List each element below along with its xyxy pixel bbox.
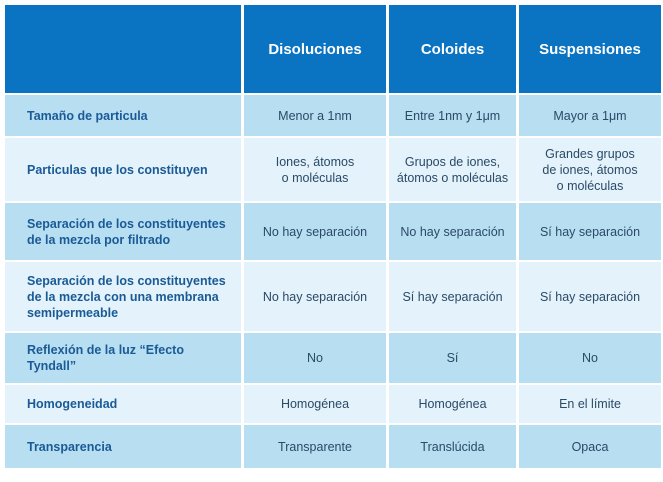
row-label: Tamaño de particula (5, 95, 241, 136)
table-cell: Sí hay separación (389, 262, 516, 331)
table-cell: En el límite (519, 385, 661, 423)
table-cell: No hay separación (244, 262, 386, 331)
table-cell: Opaca (519, 425, 661, 468)
table-cell: No (244, 333, 386, 383)
table-cell: Homogénea (389, 385, 516, 423)
table-cell: Iones, átomos o moléculas (244, 138, 386, 201)
row-label: Reflexión de la luz “Efecto Tyndall” (5, 333, 241, 383)
row-label: Separación de los constituyentes de la mezcla con una membrana semipermeable (5, 262, 241, 331)
table-cell: Sí hay separación (519, 203, 661, 260)
table-cell: Transparente (244, 425, 386, 468)
table-cell: Menor a 1nm (244, 95, 386, 136)
table-cell: No (519, 333, 661, 383)
table-cell: Entre 1nm y 1μm (389, 95, 516, 136)
row-label: Transparencia (5, 425, 241, 468)
header-corner (5, 5, 241, 93)
table-cell: Grupos de iones, átomos o moléculas (389, 138, 516, 201)
row-label: Homogeneidad (5, 385, 241, 423)
table-cell: Sí hay separación (519, 262, 661, 331)
header-suspensiones: Suspensiones (519, 5, 661, 93)
table-cell: Mayor a 1μm (519, 95, 661, 136)
header-disoluciones: Disoluciones (244, 5, 386, 93)
row-label: Particulas que los constituyen (5, 138, 241, 201)
row-label: Separación de los constituyentes de la mezcla por filtrado (5, 203, 241, 260)
table-cell: Grandes grupos de iones, átomos o moléculas (519, 138, 661, 201)
table-cell: No hay separación (389, 203, 516, 260)
table-cell: Sí (389, 333, 516, 383)
table-cell: Translúcida (389, 425, 516, 468)
table-cell: No hay separación (244, 203, 386, 260)
table-cell: Homogénea (244, 385, 386, 423)
header-coloides: Coloides (389, 5, 516, 93)
